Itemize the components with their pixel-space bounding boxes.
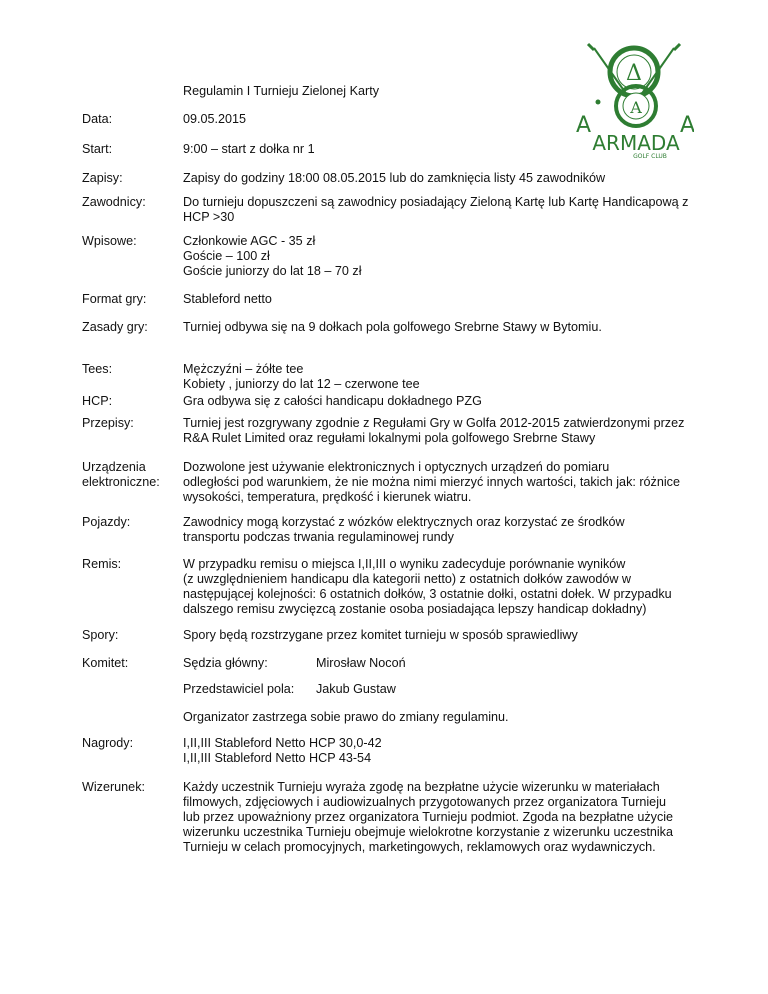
row-value [183,292,681,307]
value-line: Zapisy do godziny 18:00 08.05.2015 lub do zamknięcia listy 45 zawodników [183,171,606,185]
value-line: następującej kolejności: 6 ostatnich dołków, 3 ostatnie dołki, ostatni dołek. W przypadku [183,587,672,601]
label-text: HCP: [82,394,113,408]
row-label [82,736,182,751]
value-line: 09.05.2015 [183,112,247,126]
label-text: Data: [82,112,113,126]
value-line: Turniej odbywa się na 9 dołkach pola golfowego Srebrne Stawy w Bytomiu. [183,320,602,334]
row-label [82,234,182,249]
label-text: Tees: [82,362,113,376]
svg-text:GOLF CLUB: GOLF CLUB [633,153,667,160]
judge-name: Mirosław Nocoń [316,656,406,670]
representative-label: Przedstawiciel pola: [183,682,295,696]
value-line: filmowych, zdjęciowych i audiowizualnych przygotowanych przez organizatora Turnieju [183,795,666,809]
row-label [82,171,182,186]
label-text: Remis: [82,557,122,571]
row-label [82,142,182,157]
row-label [82,780,182,795]
row-value [183,780,681,855]
svg-text:A: A [576,113,592,138]
row-value [183,628,681,643]
row-label [82,292,182,307]
label-text: Zasady gry: [82,320,148,334]
value-line: Zawodnicy mogą korzystać z wózków elektrycznych oraz korzystać ze środków [183,515,625,529]
svg-text:ARMADA: ARMADA [592,131,680,155]
value-line: Mężczyźni – żółte tee [183,362,304,376]
value-line: odległości pod warunkiem, że nie można nimi mierzyć innych wartości, takich jak: różnice [183,475,680,489]
value-line: (z uwzględnieniem handicapu dla kategorii netto) z ostatnich dołków zawodów w [183,572,632,586]
row-value [183,736,681,766]
value-line: HCP >30 [183,210,235,224]
value-line: lub przez upoważniony przez organizatora Turnieju podmiot. Zgoda na bezpłatne użycie [183,810,674,824]
value-line: Stableford netto [183,292,272,306]
organizer-note: Organizator zastrzega sobie prawo do zmiany regulaminu. [183,710,509,724]
label-text: Zapisy: [82,171,123,185]
value-line: I,II,III Stableford Netto HCP 43-54 [183,751,372,765]
row-value [183,234,681,279]
value-line: Spory będą rozstrzygane przez komitet turnieju w sposób sprawiedliwy [183,628,578,642]
label-text: Format gry: [82,292,147,306]
value-line: Do turnieju dopuszczeni są zawodnicy posiadający Zieloną Kartę lub Kartę Handicapową z [183,195,689,209]
row-value [183,320,681,335]
row-label [82,362,182,377]
row-label [82,557,182,572]
value-line: 9:00 – start z dołka nr 1 [183,142,315,156]
document-title: Regulamin I Turnieju Zielonej Karty [183,84,379,98]
row-label [82,394,182,409]
row-label [82,112,182,127]
row-value [183,195,689,225]
value-line: Turnieju w celach promocyjnych, marketingowych, reklamowych oraz wydawniczych. [183,840,656,854]
value-line: R&A Rulet Limited oraz regułami lokalnymi pola golfowego Srebrne Stawy [183,431,596,445]
label-text: Zawodnicy: [82,195,146,209]
row-value [183,416,685,446]
row-value [183,171,681,186]
value-line: Turniej jest rozgrywany zgodnie z Regułami Gry w Golfa 2012-2015 zatwierdzonymi przez [183,416,685,430]
svg-text:Δ: Δ [626,61,642,86]
svg-text:A: A [680,113,694,138]
value-line: W przypadku remisu o miejsca I,II,III o wyniku zadecyduje porównanie wyników [183,557,626,571]
svg-text:A: A [630,98,642,117]
row-label [82,515,182,530]
value-line: dalszego remisu zwycięzcą zostanie osoba posiadająca lepszy handicap dokładny) [183,602,647,616]
row-label [82,460,186,490]
label-text: Pojazdy: [82,515,131,529]
row-value [183,515,681,545]
value-line: transportu podczas trwania regulaminowej rundy [183,530,454,544]
value-line: wysokości, temperatura, prędkość i kierunek wiatru. [183,490,472,504]
label-text: elektroniczne: [82,475,160,489]
label-text: Przepisy: [82,416,134,430]
row-value [183,362,681,392]
row-value [183,112,681,127]
value-line: Goście juniorzy do lat 18 – 70 zł [183,264,362,278]
label-text: Nagrody: [82,736,134,750]
row-label [82,195,182,210]
value-line: wizerunku uczestnika Turnieju obejmuje wielokrotne korzystanie z wizerunku uczestnika [183,825,673,839]
label-text: Wpisowe: [82,234,137,248]
value-line: I,II,III Stableford Netto HCP 30,0-42 [183,736,382,750]
label-text: Start: [82,142,113,156]
row-label [82,628,182,643]
row-value [183,142,681,157]
value-line: Członkowie AGC - 35 zł [183,234,316,248]
row-value [183,460,681,505]
row-value [183,557,681,617]
value-line: Dozwolone jest używanie elektronicznych i optycznych urządzeń do pomiaru [183,460,610,474]
value-line: Każdy uczestnik Turnieju wyraża zgodę na bezpłatne użycie wizerunku w materiałach [183,780,660,794]
judge-label: Sędzia główny: [183,656,268,670]
row-label: Komitet: [82,656,129,670]
label-text: Spory: [82,628,119,642]
value-line: Kobiety , juniorzy do lat 12 – czerwone tee [183,377,420,391]
value-line: Goście – 100 zł [183,249,270,263]
representative-name: Jakub Gustaw [316,682,396,696]
label-text: Urządzenia [82,460,146,474]
row-label [82,416,182,431]
row-label [82,320,182,335]
label-text: Wizerunek: [82,780,145,794]
row-value [183,394,681,409]
value-line: Gra odbywa się z całości handicapu dokładnego PZG [183,394,482,408]
